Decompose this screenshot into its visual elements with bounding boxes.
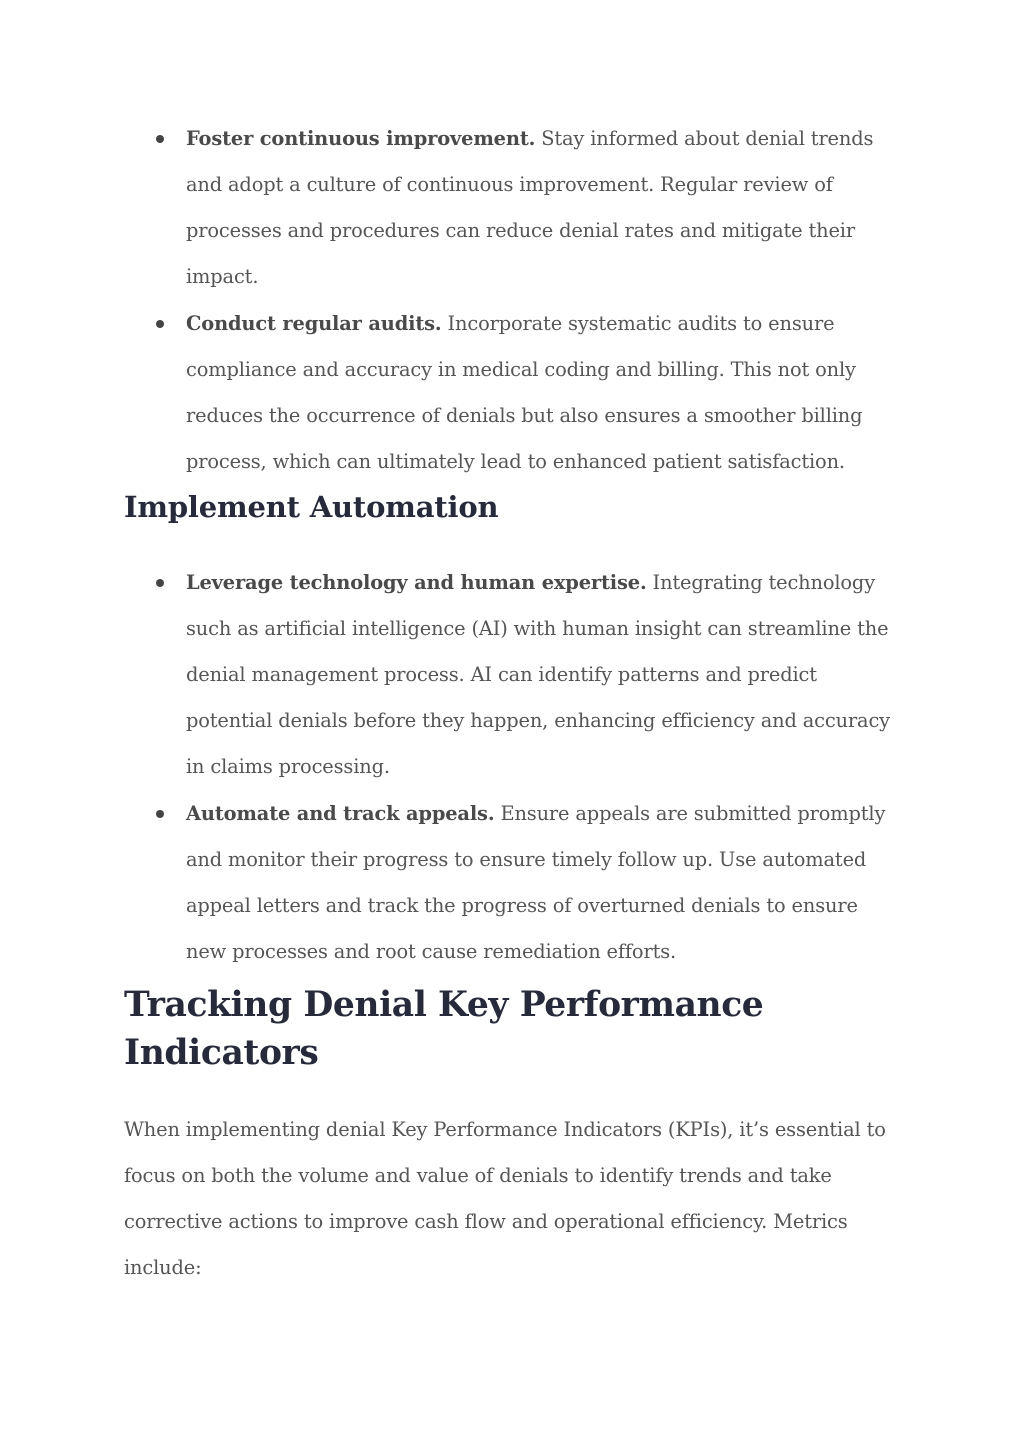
item-lead: Conduct regular audits. [186,312,442,335]
item-text: Incorporate systematic audits to ensure compliance and accuracy in medical coding and billing. This not only reduces the occurrence of denials but also ensures a smoother billing process, which can ultimately lead to enhanced patient satisfaction. [186,312,863,473]
list-item [124,560,899,790]
automation-list [124,560,899,975]
item-text: Integrating technology such as artificial intelligence (AI) with human insight can streamline the denial management process. AI can identify patterns and predict potential denials before they happen, enhancing efficiency and accuracy in claims processing. [186,571,890,778]
kpi-paragraph: When implementing denial Key Performance Indicators (KPIs), it’s essential to focus on both the volume and value of denials to identify trends and take corrective actions to improve cash flow and operational efficiency. Metrics include: [124,1118,886,1279]
list-item [124,116,899,300]
improvement-list [124,116,899,485]
item-lead: Foster continuous improvement. [186,127,536,150]
item-lead: Automate and track appeals. [186,802,495,825]
document-page [124,116,899,1291]
item-lead: Leverage technology and human expertise. [186,571,647,594]
section-heading-kpi: Tracking Denial Key Performance Indicators [124,985,764,1073]
list-item [124,791,899,975]
item-text: Stay informed about denial trends and adopt a culture of continuous improvement. Regular review of processes and procedures can reduce denial rates and mitigate their impact. [186,127,874,288]
bullet-icon [156,320,164,328]
bullet-icon [156,135,164,143]
bullet-icon [156,810,164,818]
list-item [124,301,899,485]
bullet-icon [156,579,164,587]
section-heading-automation: Implement Automation [124,490,499,524]
item-text: Ensure appeals are submitted promptly and monitor their progress to ensure timely follow up. Use automated appeal letters and track the progress of overturned denials to ensure new processes and root cause remediation efforts. [186,802,886,963]
